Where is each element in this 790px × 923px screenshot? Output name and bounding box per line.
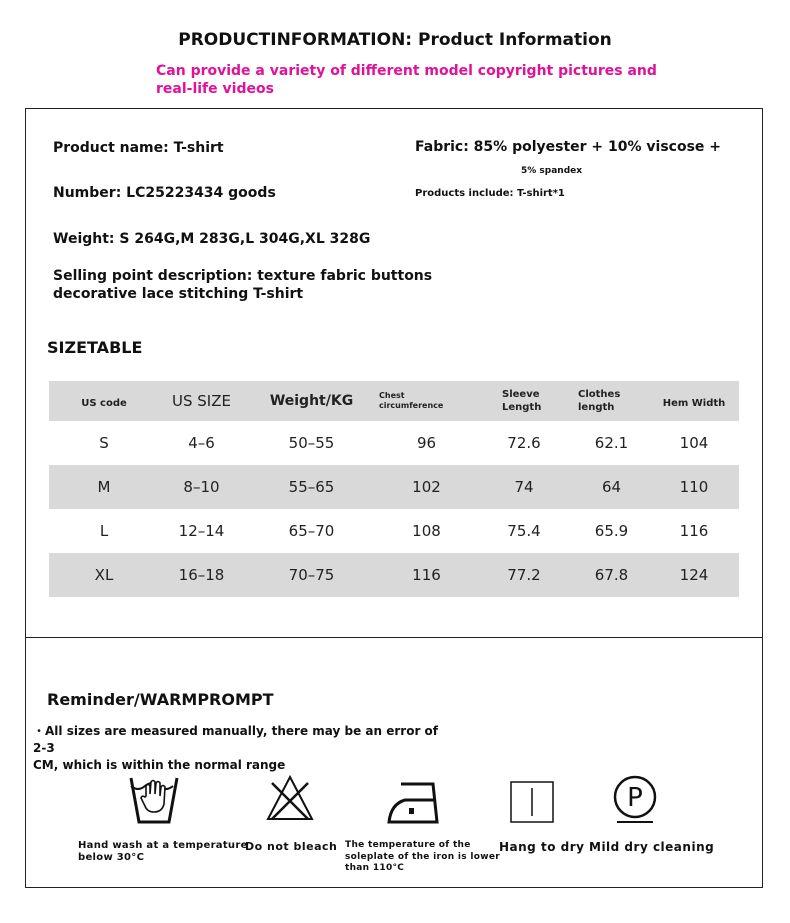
no-bleach-icon <box>265 773 315 823</box>
page-title: PRODUCTINFORMATION: Product Information <box>178 30 612 50</box>
table-cell: 75.4 <box>507 522 541 540</box>
table-row <box>49 553 739 597</box>
header-us-size: US SIZE <box>159 381 244 421</box>
header-weight: Weight/KG <box>244 381 379 421</box>
header-us-code: US code <box>49 381 159 421</box>
table-cell: 72.6 <box>507 434 541 452</box>
table-cell: 110 <box>649 465 739 509</box>
table-cell: 64 <box>574 465 649 509</box>
table-cell: 116 <box>379 553 474 597</box>
table-cell: 102 <box>379 465 474 509</box>
table-cell: 4–6 <box>188 434 215 452</box>
table-row <box>49 465 739 509</box>
subtitle-line-1: Can provide a variety of different model copyright pictures and <box>156 63 657 79</box>
iron-icon <box>387 780 441 826</box>
table-cell: M <box>49 465 159 509</box>
table-cell: 108 <box>412 522 441 540</box>
reminder-note-line-1: ・All sizes are measured manually, there may be an error of 2-3 <box>33 724 439 755</box>
size-table-header <box>49 381 739 421</box>
table-cell: 65–70 <box>288 522 335 540</box>
hand-wash-icon <box>128 772 180 826</box>
table-cell: 65.9 <box>594 522 629 540</box>
reminder-note <box>33 723 453 774</box>
iron-caption: The temperature of the soleplate of the iron is lower than 110°C <box>345 840 500 873</box>
reminder-title: Reminder/WARMPROMPT <box>47 690 274 709</box>
table-row <box>49 421 739 465</box>
selling-point-line-1: Selling point description: texture fabric buttons <box>53 268 433 284</box>
table-cell: 62.1 <box>594 434 629 452</box>
table-row <box>49 509 739 553</box>
table-cell: 50–55 <box>288 434 335 452</box>
header-chest: Chest circumference <box>379 381 474 421</box>
size-table <box>49 381 739 597</box>
table-cell: 116 <box>679 522 709 540</box>
product-fabric-cont: 5% spandex <box>521 166 583 176</box>
svg-text:P: P <box>627 783 643 813</box>
dry-clean-caption: Mild dry cleaning <box>589 840 715 854</box>
table-cell: 96 <box>416 434 437 452</box>
product-weight: Weight: S 264G,M 283G,L 304G,XL 328G <box>53 231 371 247</box>
table-cell: 67.8 <box>574 553 649 597</box>
size-table-title: SIZETABLE <box>47 338 143 357</box>
hang-dry-caption: Hang to dry <box>499 840 585 854</box>
product-number: Number: LC25223434 goods <box>53 185 276 201</box>
product-fabric: Fabric: 85% polyester + 10% viscose + <box>415 139 722 155</box>
table-cell: XL <box>49 553 159 597</box>
table-cell: 8–10 <box>159 465 244 509</box>
no-bleach-caption: Do not bleach <box>245 840 338 853</box>
hand-wash-caption: Hand wash at a temperature below 30°C <box>78 840 248 863</box>
table-cell: 74 <box>474 465 574 509</box>
table-cell: 55–65 <box>244 465 379 509</box>
product-name: Product name: T-shirt <box>53 140 224 156</box>
header-sleeve: Sleeve Length <box>474 381 574 421</box>
header-hem-width: Hem Width <box>649 381 739 421</box>
product-includes: Products include: T-shirt*1 <box>415 188 565 199</box>
header-clothes-length: Clothes length <box>574 381 649 421</box>
table-cell: 124 <box>649 553 739 597</box>
selling-point-line-2: decorative lace stitching T-shirt <box>53 286 304 302</box>
reminder-note-line-2: CM, which is within the normal range <box>33 758 286 772</box>
table-cell: 77.2 <box>474 553 574 597</box>
table-cell: L <box>99 522 109 540</box>
table-cell: 12–14 <box>178 522 225 540</box>
table-cell: 104 <box>679 434 709 452</box>
hang-dry-icon <box>509 780 555 824</box>
dry-clean-icon <box>611 774 659 826</box>
table-cell: 70–75 <box>244 553 379 597</box>
table-cell: S <box>99 434 109 452</box>
subtitle-line-2: real-life videos <box>156 81 274 97</box>
table-cell: 16–18 <box>159 553 244 597</box>
